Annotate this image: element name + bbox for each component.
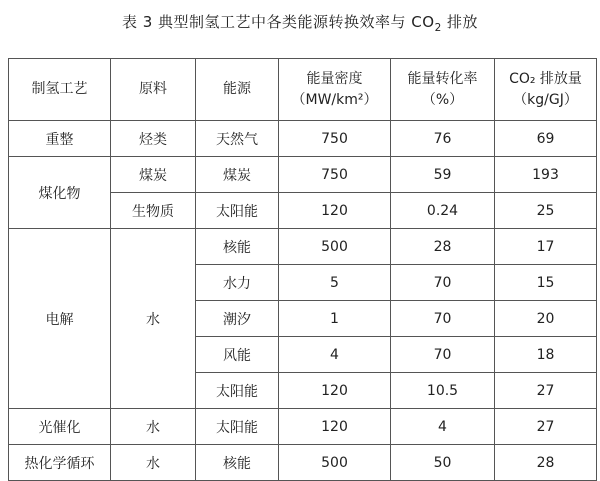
efficiency-cell: 50 <box>391 445 495 481</box>
density-cell: 120 <box>279 193 391 229</box>
material-cell: 水 <box>111 229 196 409</box>
density-cell: 500 <box>279 445 391 481</box>
efficiency-cell: 70 <box>391 265 495 301</box>
material-cell: 水 <box>111 445 196 481</box>
energy-cell: 核能 <box>196 445 279 481</box>
efficiency-cell: 70 <box>391 301 495 337</box>
density-cell: 5 <box>279 265 391 301</box>
efficiency-cell: 4 <box>391 409 495 445</box>
density-cell: 120 <box>279 409 391 445</box>
header-efficiency <box>391 59 495 121</box>
caption-text: 表 3 典型制氢工艺中各类能源转换效率与 CO <box>121 13 435 31</box>
emission-cell: 17 <box>495 229 597 265</box>
efficiency-cell: 76 <box>391 121 495 157</box>
efficiency-cell: 10.5 <box>391 373 495 409</box>
energy-cell: 水力 <box>196 265 279 301</box>
process-cell: 煤化物 <box>9 157 111 229</box>
process-cell: 光催化 <box>9 409 111 445</box>
table-row <box>9 409 597 445</box>
header-label: 能量密度 <box>306 70 363 87</box>
process-cell: 热化学循环 <box>9 445 111 481</box>
energy-cell: 太阳能 <box>196 409 279 445</box>
density-cell: 500 <box>279 229 391 265</box>
header-label: 能源 <box>223 81 251 97</box>
emission-cell: 27 <box>495 409 597 445</box>
table-row <box>9 229 597 265</box>
header-unit: （MW/km²） <box>291 91 378 108</box>
header-energy <box>196 59 279 121</box>
emission-cell: 28 <box>495 445 597 481</box>
table-row <box>9 157 597 193</box>
process-cell: 重整 <box>9 121 111 157</box>
hydrogen-production-table <box>8 58 597 481</box>
caption-suffix: 排放 <box>441 13 479 31</box>
density-cell: 4 <box>279 337 391 373</box>
efficiency-cell: 28 <box>391 229 495 265</box>
density-cell: 120 <box>279 373 391 409</box>
emission-cell: 20 <box>495 301 597 337</box>
efficiency-cell: 59 <box>391 157 495 193</box>
header-material <box>111 59 196 121</box>
header-label: CO₂ 排放量 <box>509 70 582 87</box>
header-emission <box>495 59 597 121</box>
energy-cell: 太阳能 <box>196 193 279 229</box>
header-label: 能量转化率 <box>407 70 478 87</box>
material-cell: 煤炭 <box>111 157 196 193</box>
emission-cell: 25 <box>495 193 597 229</box>
header-unit: （kg/GJ） <box>513 91 578 108</box>
header-density <box>279 59 391 121</box>
header-label: 原料 <box>139 81 167 97</box>
table-caption <box>0 0 600 44</box>
energy-cell: 风能 <box>196 337 279 373</box>
emission-cell: 27 <box>495 373 597 409</box>
process-cell: 电解 <box>9 229 111 409</box>
emission-cell: 69 <box>495 121 597 157</box>
table-row <box>9 121 597 157</box>
energy-cell: 天然气 <box>196 121 279 157</box>
density-cell: 750 <box>279 121 391 157</box>
header-process <box>9 59 111 121</box>
energy-cell: 核能 <box>196 229 279 265</box>
energy-cell: 太阳能 <box>196 373 279 409</box>
efficiency-cell: 70 <box>391 337 495 373</box>
emission-cell: 193 <box>495 157 597 193</box>
header-unit: （%） <box>421 91 464 108</box>
efficiency-cell: 0.24 <box>391 193 495 229</box>
energy-cell: 潮汐 <box>196 301 279 337</box>
header-label: 制氢工艺 <box>31 81 88 97</box>
caption-subscript: 2 <box>434 22 442 34</box>
table-row <box>9 445 597 481</box>
density-cell: 750 <box>279 157 391 193</box>
material-cell: 生物质 <box>111 193 196 229</box>
emission-cell: 18 <box>495 337 597 373</box>
material-cell: 烃类 <box>111 121 196 157</box>
header-row <box>9 59 597 121</box>
energy-cell: 煤炭 <box>196 157 279 193</box>
density-cell: 1 <box>279 301 391 337</box>
material-cell: 水 <box>111 409 196 445</box>
emission-cell: 15 <box>495 265 597 301</box>
